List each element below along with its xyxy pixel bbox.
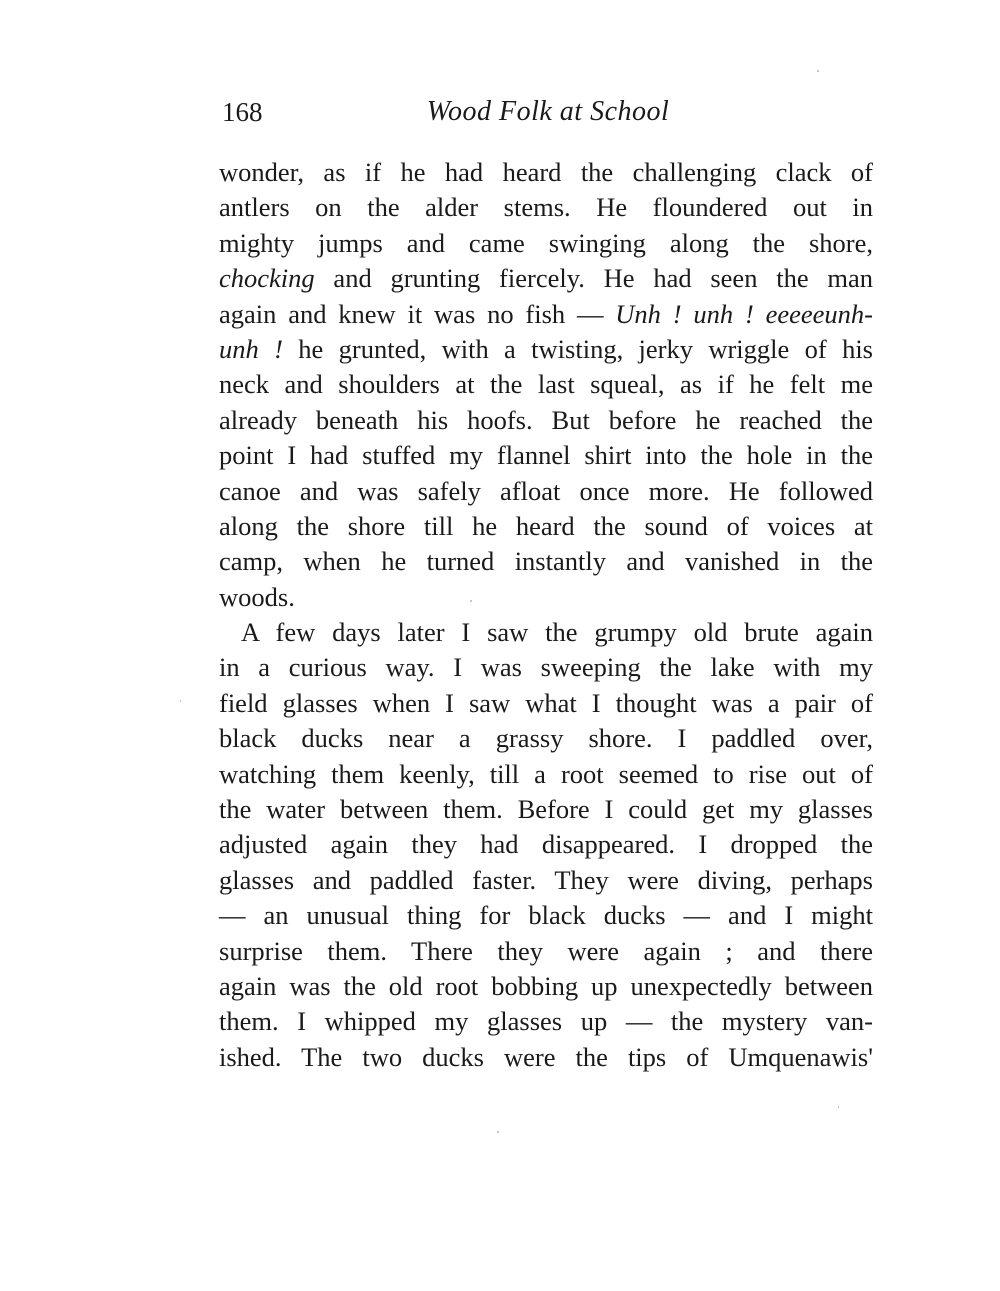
text-line: watching them keenly, till a root seemed to rise out of xyxy=(219,758,873,789)
text-segment: again and knew it was no fish — xyxy=(219,298,616,329)
text-line: glasses and paddled faster. They were diving, perhaps xyxy=(219,864,873,895)
text-line xyxy=(219,297,873,332)
italic-interjection: unh ! xyxy=(219,333,283,364)
paper-speck xyxy=(180,700,181,702)
paragraph-2 xyxy=(219,615,873,1075)
text-line: — an unusual thing for black ducks — and I might xyxy=(219,900,873,931)
running-title: Wood Folk at School xyxy=(426,96,670,127)
paragraph-1 xyxy=(219,155,873,615)
text-line: surprise them. There they were again ; and there xyxy=(219,935,873,966)
running-head xyxy=(222,92,874,132)
text-line: woods. xyxy=(219,581,295,612)
text-segment: he grunted, with a twisting, jerky wriggle of his xyxy=(282,333,874,364)
text-segment: and grunting fiercely. He had seen the man xyxy=(314,263,873,294)
text-line xyxy=(219,261,873,296)
text-line: along the shore till he heard the sound of voices at xyxy=(219,510,873,541)
text-line: black ducks near a grassy shore. I paddled over, xyxy=(219,723,873,754)
text-line xyxy=(219,332,873,367)
paper-speck xyxy=(497,1131,499,1133)
text-line: the water between them. Before I could get my glasses xyxy=(219,794,873,825)
text-line: already beneath his hoofs. But before he reached the xyxy=(219,404,873,435)
text-line: field glasses when I saw what I thought was a pair of xyxy=(219,687,873,718)
text-line: them. I whipped my glasses up — the mystery van- xyxy=(219,1006,873,1037)
text-line: antlers on the alder stems. He floundered out in xyxy=(219,192,873,223)
italic-word: chocking xyxy=(219,263,315,294)
text-line: in a curious way. I was sweeping the lake with my xyxy=(219,652,873,683)
paper-speck xyxy=(817,70,819,72)
text-line: neck and shoulders at the last squeal, as if he felt me xyxy=(219,369,873,400)
paper-speck xyxy=(838,1106,839,1108)
text-line: point I had stuffed my flannel shirt into the hole in the xyxy=(219,440,873,471)
text-line: mighty jumps and came swinging along the shore, xyxy=(219,227,873,258)
text-line: wonder, as if he had heard the challenging clack of xyxy=(219,157,873,187)
italic-interjection: Unh ! unh ! eeeeeunh- xyxy=(615,298,873,329)
text-line: again was the old root bobbing up unexpectedly between xyxy=(219,970,873,1001)
text-line: ished. The two ducks were the tips of Umquenawis' xyxy=(219,1041,873,1072)
text-line: canoe and was safely afloat once more. He followed xyxy=(219,475,873,506)
text-line: A few days later I saw the grumpy old brute again xyxy=(241,617,873,648)
body-text xyxy=(219,155,873,1075)
paper-speck xyxy=(470,600,472,602)
page-number: 168 xyxy=(222,97,263,127)
text-line: adjusted again they had disappeared. I dropped the xyxy=(219,829,873,860)
text-line: camp, when he turned instantly and vanished in the xyxy=(219,546,873,577)
